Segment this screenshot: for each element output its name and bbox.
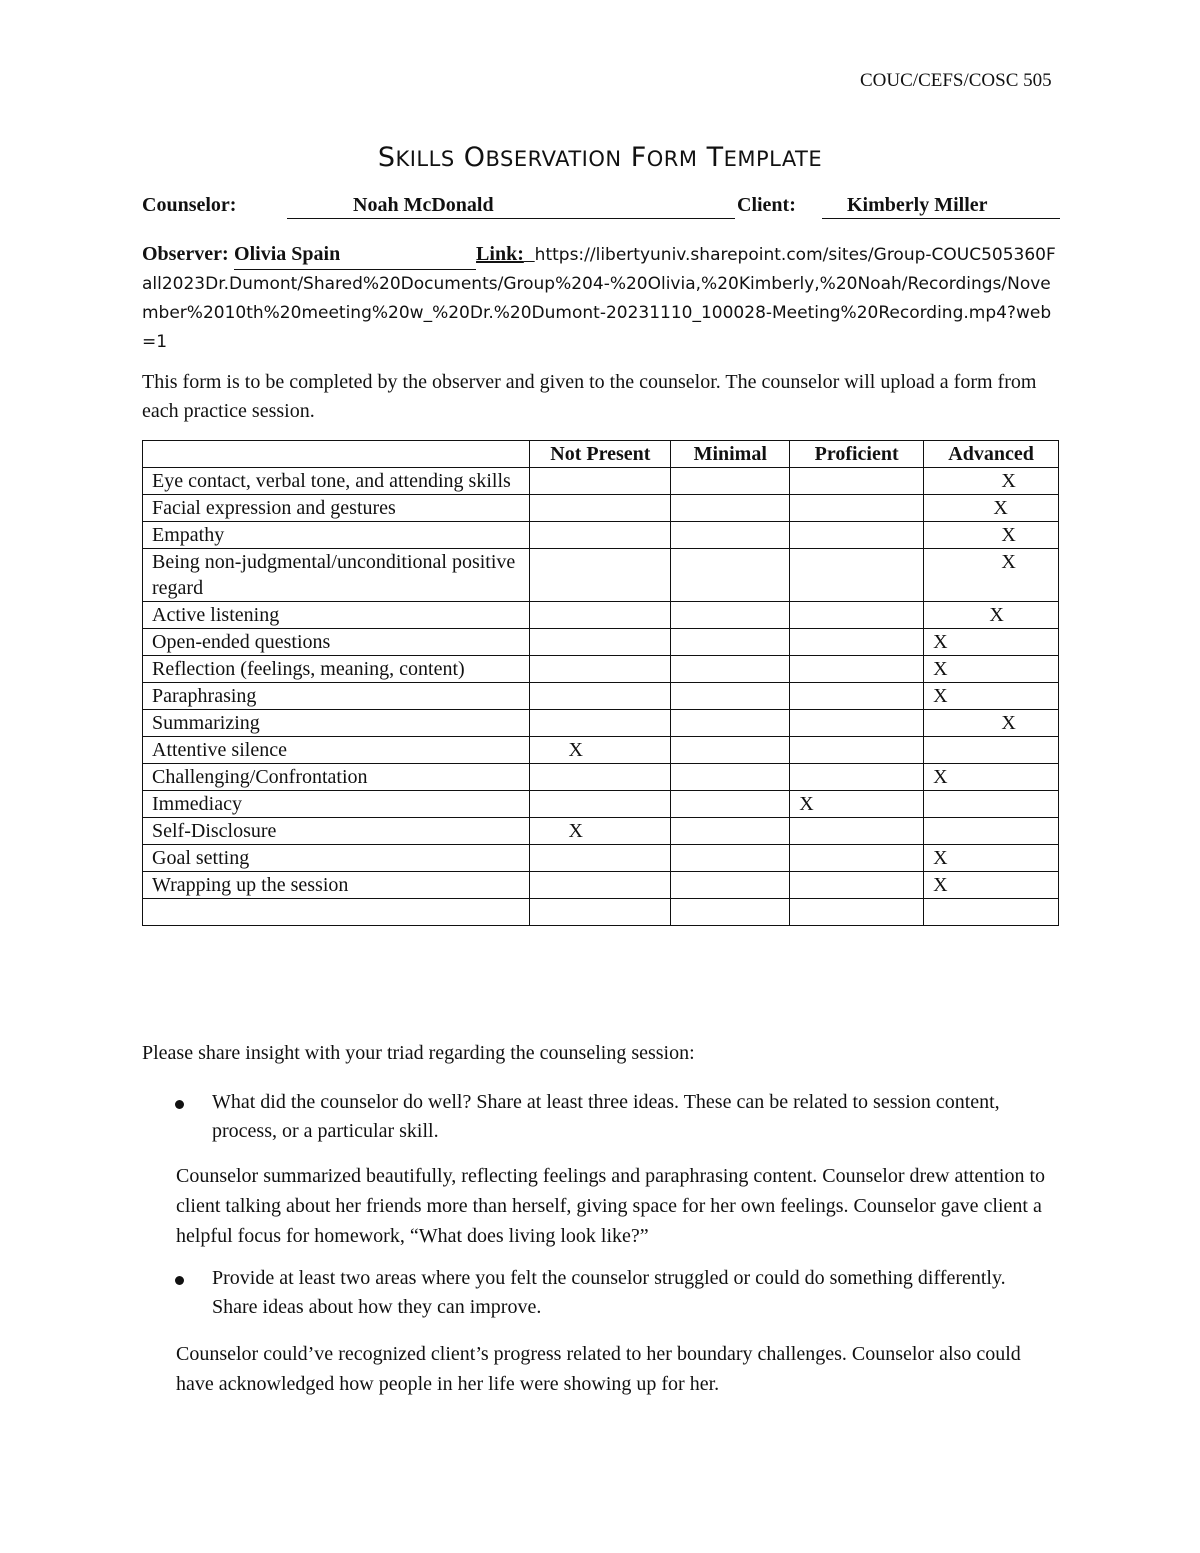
client-value: Kimberly Miller [847,194,988,216]
rating-cell-not-present[interactable] [530,656,671,683]
rating-cell-proficient[interactable] [790,549,924,602]
rating-cell-not-present[interactable] [530,737,671,764]
rating-cell-minimal[interactable] [671,791,790,818]
counselor-field[interactable] [287,194,735,219]
rating-cell-minimal[interactable] [671,872,790,899]
skill-name: Goal setting [143,845,530,872]
skill-name [143,899,530,926]
observer-label: Observer: [142,243,229,265]
rating-cell-not-present[interactable] [530,522,671,549]
title-initial-1: S [377,142,396,173]
skill-name: Summarizing [143,710,530,737]
rating-mark: X [993,497,1008,519]
rating-cell-minimal[interactable] [671,495,790,522]
table-row [143,549,1059,602]
rating-mark: X [1001,524,1016,546]
rating-cell-advanced[interactable] [924,522,1059,549]
rating-cell-proficient[interactable] [790,683,924,710]
rating-cell-minimal[interactable] [671,549,790,602]
rating-cell-advanced[interactable] [924,737,1059,764]
rating-cell-proficient[interactable] [790,602,924,629]
rating-mark: X [933,631,948,653]
rating-cell-proficient[interactable] [790,495,924,522]
skills-table [142,440,1059,926]
rating-cell-advanced[interactable] [924,818,1059,845]
answer-1: Counselor summarized beautifully, reflecting feelings and paraphrasing content. Counselor drew attention to client talking about her friends more than herself, giving space for her own feelings. Counselor gave client a helpful focus for homework, “What does living look like?” [176,1165,1046,1247]
rating-cell-proficient[interactable] [790,764,924,791]
rating-cell-advanced[interactable] [924,495,1059,522]
rating-cell-proficient[interactable] [790,656,924,683]
rating-mark: X [933,658,948,680]
rating-cell-minimal[interactable] [671,468,790,495]
rating-mark: X [933,766,948,788]
rating-cell-advanced[interactable] [924,791,1059,818]
rating-cell-not-present[interactable] [530,899,671,926]
rating-cell-advanced[interactable] [924,845,1059,872]
title-initial-4: T [706,142,724,173]
rating-cell-not-present[interactable] [530,872,671,899]
answer-2: Counselor could’ve recognized client’s progress related to her boundary challenges. Counselor also could have acknowledged how people in her life were showing up for her. [176,1343,1021,1395]
title-rest-1: KILLS [395,147,455,171]
rating-cell-advanced[interactable] [924,899,1059,926]
rating-cell-proficient[interactable] [790,737,924,764]
rating-cell-minimal[interactable] [671,899,790,926]
title-initial-3: F [630,142,647,173]
question-2 [175,1264,1055,1322]
rating-mark: X [1001,470,1016,492]
rating-cell-minimal[interactable] [671,602,790,629]
rating-cell-not-present[interactable] [530,602,671,629]
rating-cell-not-present[interactable] [530,791,671,818]
rating-cell-proficient[interactable] [790,818,924,845]
table-row [143,683,1059,710]
rating-cell-advanced[interactable] [924,872,1059,899]
rating-mark: X [1001,712,1016,734]
header-skill [143,441,530,468]
rating-cell-not-present[interactable] [530,710,671,737]
rating-cell-proficient[interactable] [790,845,924,872]
client-field[interactable] [822,194,1060,219]
rating-cell-proficient[interactable] [790,872,924,899]
observer-value[interactable] [234,240,476,270]
rating-cell-advanced[interactable] [924,683,1059,710]
skill-name: Facial expression and gestures [143,495,530,522]
link-label: Link: [476,243,524,265]
table-row [143,602,1059,629]
header-proficient: Proficient [790,441,924,468]
table-row [143,495,1059,522]
observer-link-block [142,240,1062,357]
rating-cell-not-present[interactable] [530,629,671,656]
skill-name: Wrapping up the session [143,872,530,899]
rating-cell-proficient[interactable] [790,710,924,737]
counselor-value: Noah McDonald [353,194,494,216]
table-row [143,818,1059,845]
table-row [143,737,1059,764]
rating-cell-advanced[interactable] [924,549,1059,602]
rating-cell-minimal[interactable] [671,737,790,764]
rating-cell-proficient[interactable] [790,629,924,656]
skill-name: Empathy [143,522,530,549]
rating-cell-not-present[interactable] [530,468,671,495]
skill-name: Eye contact, verbal tone, and attending skills [143,468,530,495]
table-row [143,710,1059,737]
skill-name: Open-ended questions [143,629,530,656]
question-2-text: Provide at least two areas where you felt the counselor struggled or could do something differently. Share ideas about how they can improve. [212,1267,1006,1318]
skill-name: Active listening [143,602,530,629]
link-underscore [524,245,535,265]
rating-cell-advanced[interactable] [924,629,1059,656]
table-row [143,764,1059,791]
client-label: Client: [737,194,796,216]
question-1-text: What did the counselor do well? Share at least three ideas. These can be related to session content, process, or a particular skill. [212,1091,1000,1142]
rating-mark: X [568,739,583,761]
header-minimal: Minimal [671,441,790,468]
rating-cell-advanced[interactable] [924,602,1059,629]
rating-cell-minimal[interactable] [671,629,790,656]
title-rest-2: BSERVATION [485,147,622,171]
table-row [143,468,1059,495]
rating-cell-advanced[interactable] [924,764,1059,791]
table-row [143,899,1059,926]
page-title [0,142,1200,173]
table-row [143,629,1059,656]
bullet-icon [175,1100,184,1109]
observer-value-text: Olivia Spain [234,243,341,265]
rating-cell-minimal[interactable] [671,764,790,791]
skills-table-body [143,468,1059,926]
rating-mark: X [933,847,948,869]
rating-cell-not-present[interactable] [530,495,671,522]
rating-cell-advanced[interactable] [924,710,1059,737]
rating-cell-minimal[interactable] [671,656,790,683]
title-rest-3: ORM [646,147,698,171]
rating-mark: X [989,604,1004,626]
rating-cell-minimal[interactable] [671,683,790,710]
skill-name: Immediacy [143,791,530,818]
rating-cell-not-present[interactable] [530,683,671,710]
skill-name: Reflection (feelings, meaning, content) [143,656,530,683]
rating-cell-not-present[interactable] [530,818,671,845]
skill-name: Self-Disclosure [143,818,530,845]
rating-cell-minimal[interactable] [671,522,790,549]
table-row [143,522,1059,549]
rating-cell-advanced[interactable] [924,468,1059,495]
skill-name: Being non-judgmental/unconditional positive regard [143,549,530,602]
title-initial-2: O [463,142,486,173]
rating-cell-minimal[interactable] [671,845,790,872]
table-header-row [143,441,1059,468]
skill-name: Paraphrasing [143,683,530,710]
intro-text: This form is to be completed by the observer and given to the counselor. The counselor will upload a form from each practice session. [142,371,1037,422]
rating-cell-not-present[interactable] [530,764,671,791]
table-row [143,656,1059,683]
recording-link[interactable]: https://libertyuniv.sharepoint.com/sites/Group-COUC505360Fall2023Dr.Dumont/Shared%20Documents/Group%204-%20Olivia,%20Kimberly,%20Noah/Recordings/November%2010th%20meeting%20w_%20Dr.%20Dumont-20231110_100028-Meeting%20Recording.mp4?web=1 [142,245,1056,352]
insight-prompt: Please share insight with your triad regarding the counseling session: [142,1042,695,1064]
rating-cell-proficient[interactable] [790,899,924,926]
title-rest-4: EMPLATE [723,147,823,171]
rating-cell-minimal[interactable] [671,818,790,845]
skill-name: Challenging/Confrontation [143,764,530,791]
rating-cell-not-present[interactable] [530,549,671,602]
course-code: COUC/CEFS/COSC 505 [860,70,1052,91]
table-row [143,872,1059,899]
rating-mark: X [933,874,948,896]
rating-cell-proficient[interactable] [790,791,924,818]
question-1 [175,1088,1055,1146]
skill-name: Attentive silence [143,737,530,764]
rating-cell-proficient[interactable] [790,522,924,549]
header-advanced: Advanced [924,441,1059,468]
counselor-label: Counselor: [142,194,237,216]
bullet-icon [175,1276,184,1285]
rating-mark: X [1001,551,1016,573]
rating-mark: X [568,820,583,842]
table-row [143,845,1059,872]
header-not-present: Not Present [530,441,671,468]
rating-mark: X [799,793,814,815]
rating-cell-proficient[interactable] [790,468,924,495]
rating-cell-minimal[interactable] [671,710,790,737]
rating-cell-not-present[interactable] [530,845,671,872]
rating-cell-advanced[interactable] [924,656,1059,683]
table-row [143,791,1059,818]
rating-mark: X [933,685,948,707]
